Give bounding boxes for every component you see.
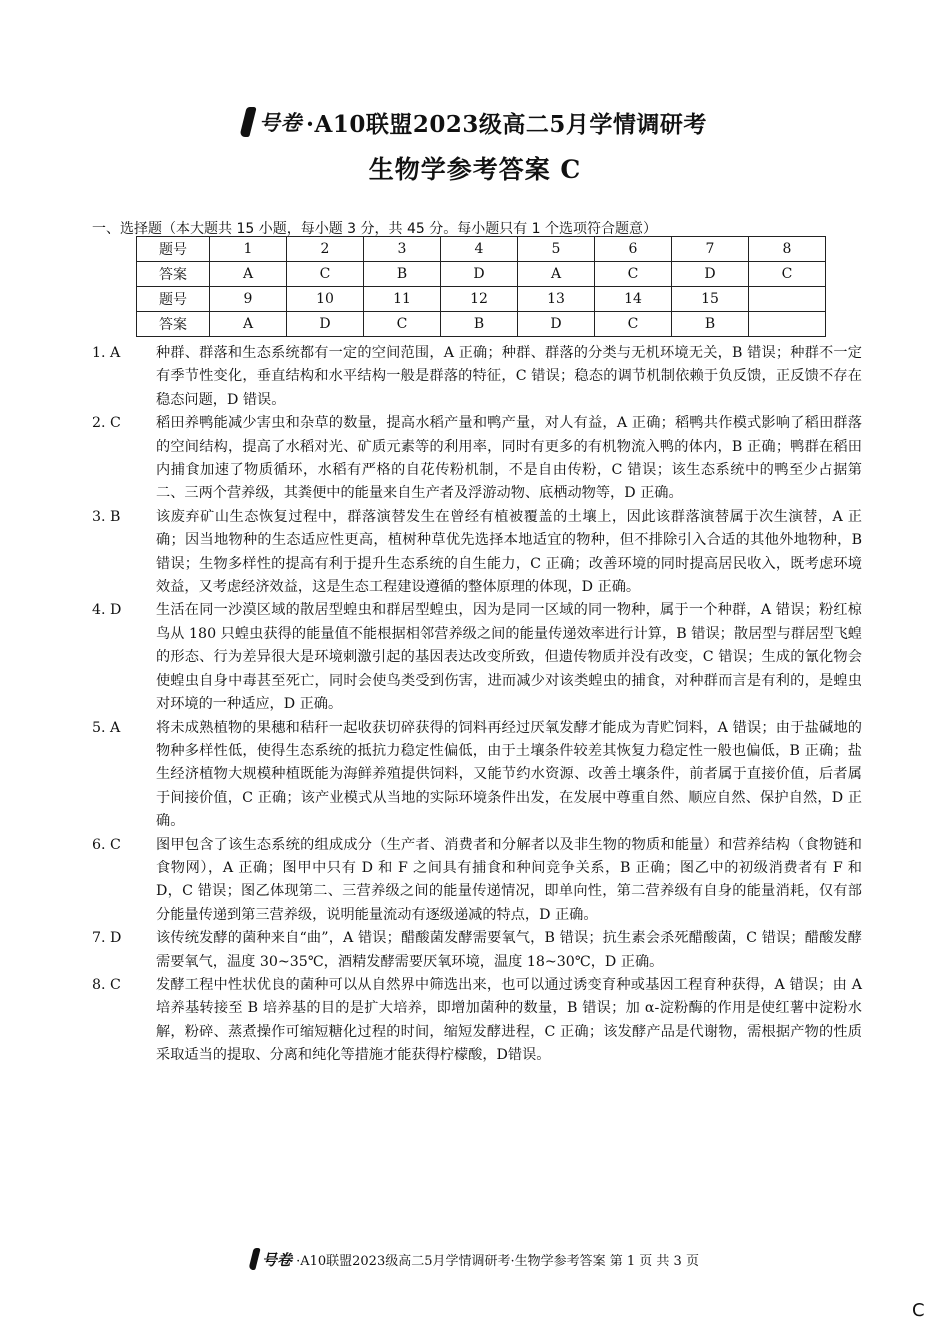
footer-logo-text: 号卷 — [262, 1250, 293, 1269]
item-label: 5. A — [92, 719, 121, 736]
item-explanation: 将未成熟植物的果穗和秸秆一起收获切碎获得的饲料再经过厌氧发酵才能成为青贮饲料，A 错误；由于盐碱地的物种多样性低，使得生态系统的抵抗力稳定性偏低，由于土壤条件较差其恢复力稳定性一般也偏低，B 正确；盐生经济植物大规模种植既能为海鲜养殖提供饲料，又能节约水资源、改善土壤条件，前者属于直接价值，后者属于间接价值，C 正确；该产业模式从当地的实际环境条件出发，在发展中尊重自然、顺应自然、保护自然，D 正确。 — [156, 719, 862, 830]
item-explanation: 该传统发酵的菌种来自“曲”，A 错误；醋酸菌发酵需要氧气，B 错误；抗生素会杀死醋酸菌，C 错误；醋酸发酵需要氧气，温度 30~35℃，酒精发酵需要厌氧环境，温度 18~30℃，D 正确。 — [156, 930, 862, 970]
item-label: 7. D — [92, 930, 122, 947]
table-row-answers — [137, 262, 826, 287]
page-header — [0, 104, 950, 186]
item-label: 1. A — [92, 345, 121, 361]
question-number-cell: 2 — [287, 237, 364, 262]
item-explanation: 种群、群落和生态系统都有一定的空间范围，A 正确；种群、群落的分类与无机环境无关，B 错误；种群不一定有季节性变化，垂直结构和水平结构一般是群落的特征，C 错误；稳态的调节机制依赖于负反馈，正反馈不存在稳态问题，D 错误。 — [156, 345, 862, 408]
list-item — [92, 834, 862, 928]
question-number-cell: 10 — [287, 287, 364, 312]
question-number-cell: 5 — [518, 237, 595, 262]
item-explanation: 该废弃矿山生态恢复过程中，群落演替发生在曾经有植被覆盖的土壤上，因此该群落演替属于次生演替，A 正确；因当地物种的生态适应性更高，植树种草优先选择本地适宜的物种，但不排除引入合适的其他外地物种，B 错误；生物多样性的提高有利于提升生态系统的自生能力，C 正确；改善环境的同时提高居民收入，既考虑环境效益，又考虑经济效益，这是生态工程建设遵循的整体原理的体现，D 正确。 — [156, 508, 862, 596]
answer-cell: C — [595, 312, 672, 337]
brand-logo — [243, 107, 302, 137]
answer-cell: A — [518, 262, 595, 287]
answer-cell: A — [210, 312, 287, 337]
list-item — [92, 717, 862, 834]
item-explanation: 生活在同一沙漠区域的散居型蝗虫和群居型蝗虫，因为是同一区域的同一物种，属于一个种群，A 错误；粉红椋鸟从 180 只蝗虫获得的能量值不能根据相邻营养级之间的能量传递效率进行计算，B 错误；散居型与群居型飞蝗的形态、行为差异很大是环境刺激引起的基因表达改变所致，但遗传物质并没有改变，C 错误；生成的氰化物会使蝗虫自身中毒甚至死亡，同时会使鸟类受到伤害，进而减少对该类蝗虫的捕食，对种群而言是有利的，是蝗虫对环境的一种适应，D 正确。 — [156, 602, 862, 713]
row-label-answer: 答案 — [137, 312, 210, 337]
answer-cell: C — [364, 312, 441, 337]
page-footer — [0, 1248, 950, 1270]
corner-mark: C — [912, 1300, 925, 1321]
answer-cell: C — [749, 262, 826, 287]
question-number-cell: 3 — [364, 237, 441, 262]
question-number-cell: 8 — [749, 237, 826, 262]
footer-logo — [251, 1248, 292, 1270]
item-label: 4. D — [92, 602, 122, 619]
answer-cell: A — [210, 262, 287, 287]
answer-cell: D — [287, 312, 364, 337]
row-label-number: 题号 — [137, 237, 210, 262]
answer-cell: D — [672, 262, 749, 287]
item-label: 2. C — [92, 415, 121, 432]
answer-cell: D — [441, 262, 518, 287]
question-number-cell: 7 — [672, 237, 749, 262]
question-number-cell: 4 — [441, 237, 518, 262]
item-label: 6. C — [92, 836, 121, 853]
item-explanation: 稻田养鸭能减少害虫和杂草的数量，提高水稻产量和鸭产量，对人有益，A 正确；稻鸭共作模式影响了稻田群落的空间结构，提高了水稻对光、矿质元素等的利用率，同时有更多的有机物流入鸭的体内，B 正确；鸭群在稻田内捕食加速了物质循环，水稻有严格的自花传粉机制，不是自由传粉，C 错误；该生态系统中的鸭至少占据第二、三两个营养级，其粪便中的能量来自生产者及浮游动物、底栖动物等，D 正确。 — [156, 415, 862, 502]
item-label: 8. C — [92, 976, 121, 993]
list-item — [92, 927, 862, 974]
answer-cell: B — [364, 262, 441, 287]
section-heading: 一、选择题（本大题共 15 小题，每小题 3 分，共 45 分。每小题只有 1 个选项符合题意） — [92, 221, 658, 237]
explanation-list — [92, 342, 862, 1068]
answer-cell: D — [518, 312, 595, 337]
question-number-cell: 6 — [595, 237, 672, 262]
list-item — [92, 506, 862, 600]
answer-cell: C — [595, 262, 672, 287]
item-explanation: 图甲包含了该生态系统的组成成分（生产者、消费者和分解者以及非生物的物质和能量）和营养结构（食物链和食物网），A 正确；图甲中只有 D 和 F 之间具有捕食和种间竞争关系，B 正确；图乙中的初级消费者有 F 和 D，C 错误；图乙体现第二、三营养级之间的能量传递情况，即单向性，第二营养级有自身的能量消耗，仅有部分能量传递到第三营养级，说明能量流动有逐级递减的特点，D 正确。 — [156, 836, 862, 923]
question-number-cell: 1 — [210, 237, 287, 262]
answer-cell: B — [441, 312, 518, 337]
item-explanation: 发酵工程中性状优良的菌种可以从自然界中筛选出来，也可以通过诱变育种或基因工程育种获得，A 错误；由 A 培养基转接至 B 培养基的目的是扩大培养，即增加菌种的数量，B 错误；加 α-淀粉酶的作用是使红薯中淀粉水解，粉碎、蒸煮操作可缩短糖化过程的时间，缩短发酵进程，C 正确；该发酵产品是代谢物，需根据产物的性质采取适当的提取、分离和纯化等措施才能获得柠檬酸，D错误。 — [156, 976, 862, 1064]
logo-text: 号卷 — [259, 110, 303, 135]
row-label-number: 题号 — [137, 287, 210, 312]
footer-text: ·A10联盟2023级高二5月学情调研考·生物学参考答案 第 1 页 共 3 页 — [296, 1253, 699, 1269]
item-label: 3. B — [92, 508, 121, 525]
question-number-cell: 11 — [364, 287, 441, 312]
table-row-answers — [137, 312, 826, 337]
brush-stroke-icon — [248, 1248, 260, 1270]
list-item — [92, 412, 862, 506]
question-number-cell: 12 — [441, 287, 518, 312]
question-number-cell — [749, 287, 826, 312]
table-row-numbers — [137, 287, 826, 312]
table-row-numbers — [137, 237, 826, 262]
question-number-cell: 14 — [595, 287, 672, 312]
answer-cell: C — [287, 262, 364, 287]
question-number-cell: 15 — [672, 287, 749, 312]
question-number-cell: 13 — [518, 287, 595, 312]
answer-cell — [749, 312, 826, 337]
answer-key-title: 生物学参考答案 C — [368, 155, 582, 184]
list-item — [92, 599, 862, 716]
list-item — [92, 342, 862, 412]
row-label-answer: 答案 — [137, 262, 210, 287]
exam-title-row — [0, 104, 950, 140]
list-item — [92, 974, 862, 1068]
brush-stroke-icon — [239, 107, 256, 137]
answer-cell: B — [672, 312, 749, 337]
answer-table — [136, 236, 826, 337]
question-number-cell: 9 — [210, 287, 287, 312]
exam-title: ·A10联盟2023级高二5月学情调研考 — [306, 110, 707, 138]
